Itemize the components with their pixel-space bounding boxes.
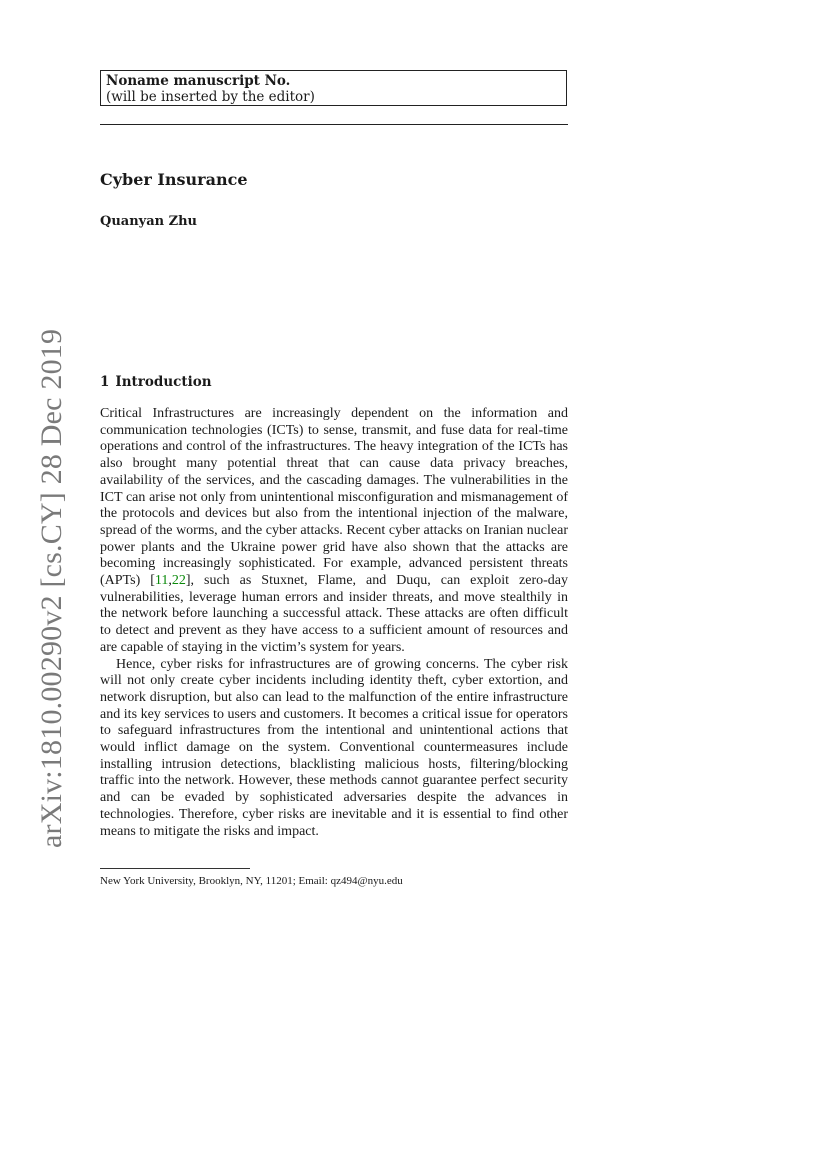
section-title: Introduction <box>115 374 212 390</box>
affiliation-footnote: New York University, Brooklyn, NY, 11201; Email: qz494@nyu.edu <box>100 875 403 887</box>
paragraph-1-after-citation: ], such as Stuxnet, Flame, and Duqu, can exploit zero-day vulnerabilities, leverage human errors and insider threats, and move stealthily in the network before launching a successful attack. These attacks are often difficult to detect and prevent as they have access to a sufficient amount of resources and are capable of staying in the victim’s system for years. <box>100 573 569 655</box>
arxiv-stamp: arXiv:1810.00290v2 [cs.CY] 28 Dec 2019 <box>35 328 68 848</box>
paragraph-2: Hence, cyber risks for infrastructures are of growing concerns. The cyber risk will not only create cyber incidents including identity theft, cyber extortion, and network disruption, but also can lead to the malfunction of the entire infrastructure and its key services to users and customers. It becomes a critical issue for operators to safeguard infrastructures from the intentional and unintentional actions that would inflict damage on the system. Conventional countermeasures include installing intrusion detections, blacklisting malicious hosts, filtering/blocking traffic into the network. However, these methods cannot guarantee perfect security and can be evaded by sophisticated adversaries despite the advances in technologies. Therefore, cyber risks are inevitable and it is essential to find other means to mitigate the risks and impact. <box>100 656 568 839</box>
paper-title: Cyber Insurance <box>100 170 248 189</box>
footnote-rule <box>100 868 250 869</box>
paper-author: Quanyan Zhu <box>100 214 197 229</box>
citation-link-22[interactable]: 22 <box>171 573 186 589</box>
header-rule <box>100 124 568 125</box>
section-number: 1 <box>100 374 110 390</box>
paragraph-1-before-citation: Critical Infrastructures are increasingly dependent on the information and communication technologies (ICTs) to sense, transmit, and fuse data for real-time operations and control of the infrastructures. The heavy integration of the ICTs has also brought many potential threat that can cause data privacy breaches, availability of the services, and the cascading damages. The vulnerabilities in the ICT can arise not only from unintentional misconfiguration and mismanagement of the protocols and devices but also from the intentional injection of the malware, spread of the worms, and the cyber attacks. Recent cyber attacks on Iranian nuclear power plants and the Ukraine power grid have also shown that the attacks are becoming increasingly sophisticated. For example, advanced persistent threats (APTs) [ <box>100 406 568 589</box>
citation-link-11[interactable]: 11 <box>154 573 169 589</box>
editor-note: (will be inserted by the editor) <box>106 89 315 105</box>
citation-separator: , <box>168 573 172 589</box>
paragraph-1 <box>100 406 568 657</box>
manuscript-label: Noname manuscript No. <box>106 73 291 89</box>
editor-note-box <box>100 70 567 106</box>
body-text <box>100 406 568 840</box>
section-heading <box>100 374 212 390</box>
